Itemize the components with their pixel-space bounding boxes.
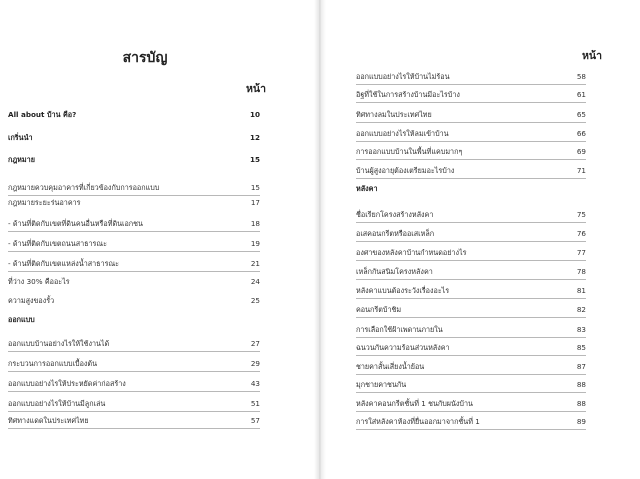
toc-entry-page-number: 15 — [250, 183, 260, 192]
toc-entry-page-number: 10 — [249, 110, 260, 119]
toc-entry — [8, 414, 260, 429]
toc-entry — [356, 246, 586, 261]
toc-entry-label: มุกชายคาชนกัน — [356, 380, 407, 389]
toc-entry-label: ทิศทางลมในประเทศไทย — [356, 110, 432, 119]
toc-entry — [356, 284, 586, 299]
toc-entry — [356, 303, 586, 318]
right-page — [320, 0, 640, 479]
toc-entry-page-number: 57 — [250, 416, 260, 425]
toc-entry — [8, 257, 260, 272]
toc-entry-label: หลังคาคอนกรีตชั้นที่ 1 ชนกับผนังบ้าน — [356, 399, 473, 408]
toc-entry — [356, 127, 586, 142]
toc-entry-label: การเลือกใช้ฝ้าเพดานภายใน — [356, 325, 443, 334]
toc-entry — [356, 415, 586, 430]
toc-entry — [8, 337, 260, 352]
toc-entry-page-number: 19 — [250, 239, 260, 248]
toc-entry — [356, 108, 586, 123]
toc-entry-label: บ้านผู้สูงอายุต้องเตรียมอะไรบ้าง — [356, 166, 455, 175]
toc-entry-label: ออกแบบอย่างไรให้ประหยัดค่าก่อสร้าง — [8, 379, 126, 388]
toc-entry — [8, 108, 260, 122]
toc-entry-label: - ด้านที่ติดกับเขตแหล่งน้ำสาธารณะ — [8, 259, 119, 268]
right-page-header: หน้า — [582, 50, 602, 62]
toc-entry — [8, 153, 260, 167]
toc-entry-page-number: 12 — [249, 133, 260, 142]
toc-entry — [8, 131, 260, 145]
toc-entry — [356, 360, 586, 375]
toc-entry-page-number: 43 — [250, 379, 260, 388]
toc-entry — [8, 357, 260, 372]
toc-entry — [8, 237, 260, 252]
toc-entry-page-number: 29 — [250, 359, 260, 368]
toc-entry-page-number: 88 — [576, 399, 586, 408]
toc-entry-label: ออกแบบอย่างไรให้บ้านมีลูกเล่น — [8, 399, 106, 408]
toc-entry-page-number: 88 — [576, 380, 586, 389]
toc-entry-page-number: 15 — [249, 155, 260, 164]
toc-entry-label: กฎหมาย — [8, 155, 35, 164]
toc-entry-page-number: 87 — [576, 362, 586, 371]
toc-entry-page-number: 75 — [576, 210, 586, 219]
toc-entry — [356, 70, 586, 85]
toc-entry-page-number: 61 — [576, 90, 586, 99]
toc-entry-label: องศาของหลังคาบ้านกำหนดอย่างไร — [356, 248, 467, 257]
toc-entry-page-number: 66 — [576, 129, 586, 138]
toc-entry-page-number: 77 — [576, 248, 586, 257]
toc-entry-label: กฎหมายควบคุมอาคารที่เกี่ยวข้องกับการออกแบบ — [8, 183, 160, 192]
toc-entry — [356, 164, 586, 179]
toc-entry-page-number: 17 — [250, 198, 260, 207]
toc-entry-label: คอนกรีตบ้าชิม — [356, 305, 402, 314]
toc-entry — [356, 265, 586, 280]
toc-entry-label: เกริ่นนำ — [8, 133, 33, 142]
toc-entry — [8, 181, 260, 196]
toc-entry-page-number: 69 — [576, 147, 586, 156]
toc-entry — [356, 397, 586, 412]
toc-entry — [8, 196, 260, 210]
toc-entry — [356, 88, 586, 103]
toc-entry — [8, 377, 260, 392]
toc-entry-page-number: 18 — [250, 219, 260, 228]
toc-entry-page-number: 76 — [576, 229, 586, 238]
toc-entry-label: ออกแบบ — [8, 315, 35, 324]
toc-entry-label: ชื่อเรียกโครงสร้างหลังคา — [356, 210, 434, 219]
toc-title: สารบัญ — [122, 50, 168, 66]
toc-entry-label: กฎหมายระยะร่นอาคาร — [8, 198, 81, 207]
toc-entry-page-number: 25 — [250, 296, 260, 305]
toc-entry-page-number: 85 — [576, 343, 586, 352]
toc-entry-label: การใส่หลังคาห้องที่ยื่นออกมาจากชั้นที่ 1 — [356, 417, 480, 426]
right-toc-list — [320, 0, 640, 479]
toc-entry-label: หลังคา — [356, 184, 378, 193]
toc-entry-page-number: 27 — [250, 339, 260, 348]
toc-entry — [8, 217, 260, 232]
toc-entry-label: ออกแบบบ้านอย่างไรให้ใช้งานได้ — [8, 339, 110, 348]
toc-entry-label: ที่ว่าง 30% คืออะไร — [8, 277, 70, 286]
toc-entry — [356, 227, 586, 242]
toc-entry-page-number: 83 — [576, 325, 586, 334]
toc-entry-page-number: 82 — [576, 305, 586, 314]
toc-section-heading — [356, 182, 586, 196]
toc-entry-label: - ด้านที่ติดกับเขตที่ดินคนอื่นหรือที่ดินเอกชน — [8, 219, 143, 228]
toc-entry-page-number: 24 — [250, 277, 260, 286]
toc-entry-label: อเสคอนกรีตหรืออเสเหล็ก — [356, 229, 435, 238]
toc-entry-label: ทิศทางแดดในประเทศไทย — [8, 416, 89, 425]
toc-entry-page-number: 21 — [250, 259, 260, 268]
toc-section-heading — [8, 313, 260, 327]
toc-entry-label: ออกแบบอย่างไรให้บ้านไม่ร้อน — [356, 72, 450, 81]
toc-entry-page-number: 71 — [576, 166, 586, 175]
toc-entry — [356, 323, 586, 338]
book-gutter — [314, 0, 326, 479]
toc-entry-label: หลังคาแบนต้องระวังเรื่องอะไร — [356, 286, 450, 295]
toc-entry-label: กระบวนการออกแบบเบื้องต้น — [8, 359, 98, 368]
toc-entry-label: การออกแบบบ้านในพื้นที่แคบมากๆ — [356, 147, 463, 156]
toc-entry-page-number: 81 — [576, 286, 586, 295]
toc-entry — [356, 208, 586, 223]
toc-entry — [356, 145, 586, 160]
toc-entry-label: เหล็กกันสนิมโครงหลังคา — [356, 267, 433, 276]
toc-entry-label: อิฐที่ใช้ในการสร้างบ้านมีอะไรบ้าง — [356, 90, 460, 99]
toc-entry — [356, 378, 586, 393]
toc-entry — [8, 275, 260, 289]
toc-entry-label: ฉนวนกันความร้อนส่วนหลังคา — [356, 343, 450, 352]
toc-entry-page-number: 65 — [576, 110, 586, 119]
toc-entry-page-number: 89 — [576, 417, 586, 426]
toc-entry — [8, 294, 260, 308]
toc-entry-page-number: 78 — [576, 267, 586, 276]
toc-entry-page-number: 51 — [250, 399, 260, 408]
left-page-header: หน้า — [246, 83, 266, 95]
toc-entry-label: ชายคาสั้นเสี่ยงน้ำย้อน — [356, 362, 425, 371]
toc-entry — [356, 341, 586, 356]
toc-entry-page-number: 58 — [576, 72, 586, 81]
toc-entry-label: ออกแบบอย่างไรให้ลมเข้าบ้าน — [356, 129, 449, 138]
toc-entry-label: All about บ้าน คือ? — [8, 110, 77, 119]
toc-entry-label: ความสูงของรั้ว — [8, 296, 55, 305]
toc-entry-label: - ด้านที่ติดกับเขตถนนสาธารณะ — [8, 239, 107, 248]
toc-entry — [8, 397, 260, 412]
